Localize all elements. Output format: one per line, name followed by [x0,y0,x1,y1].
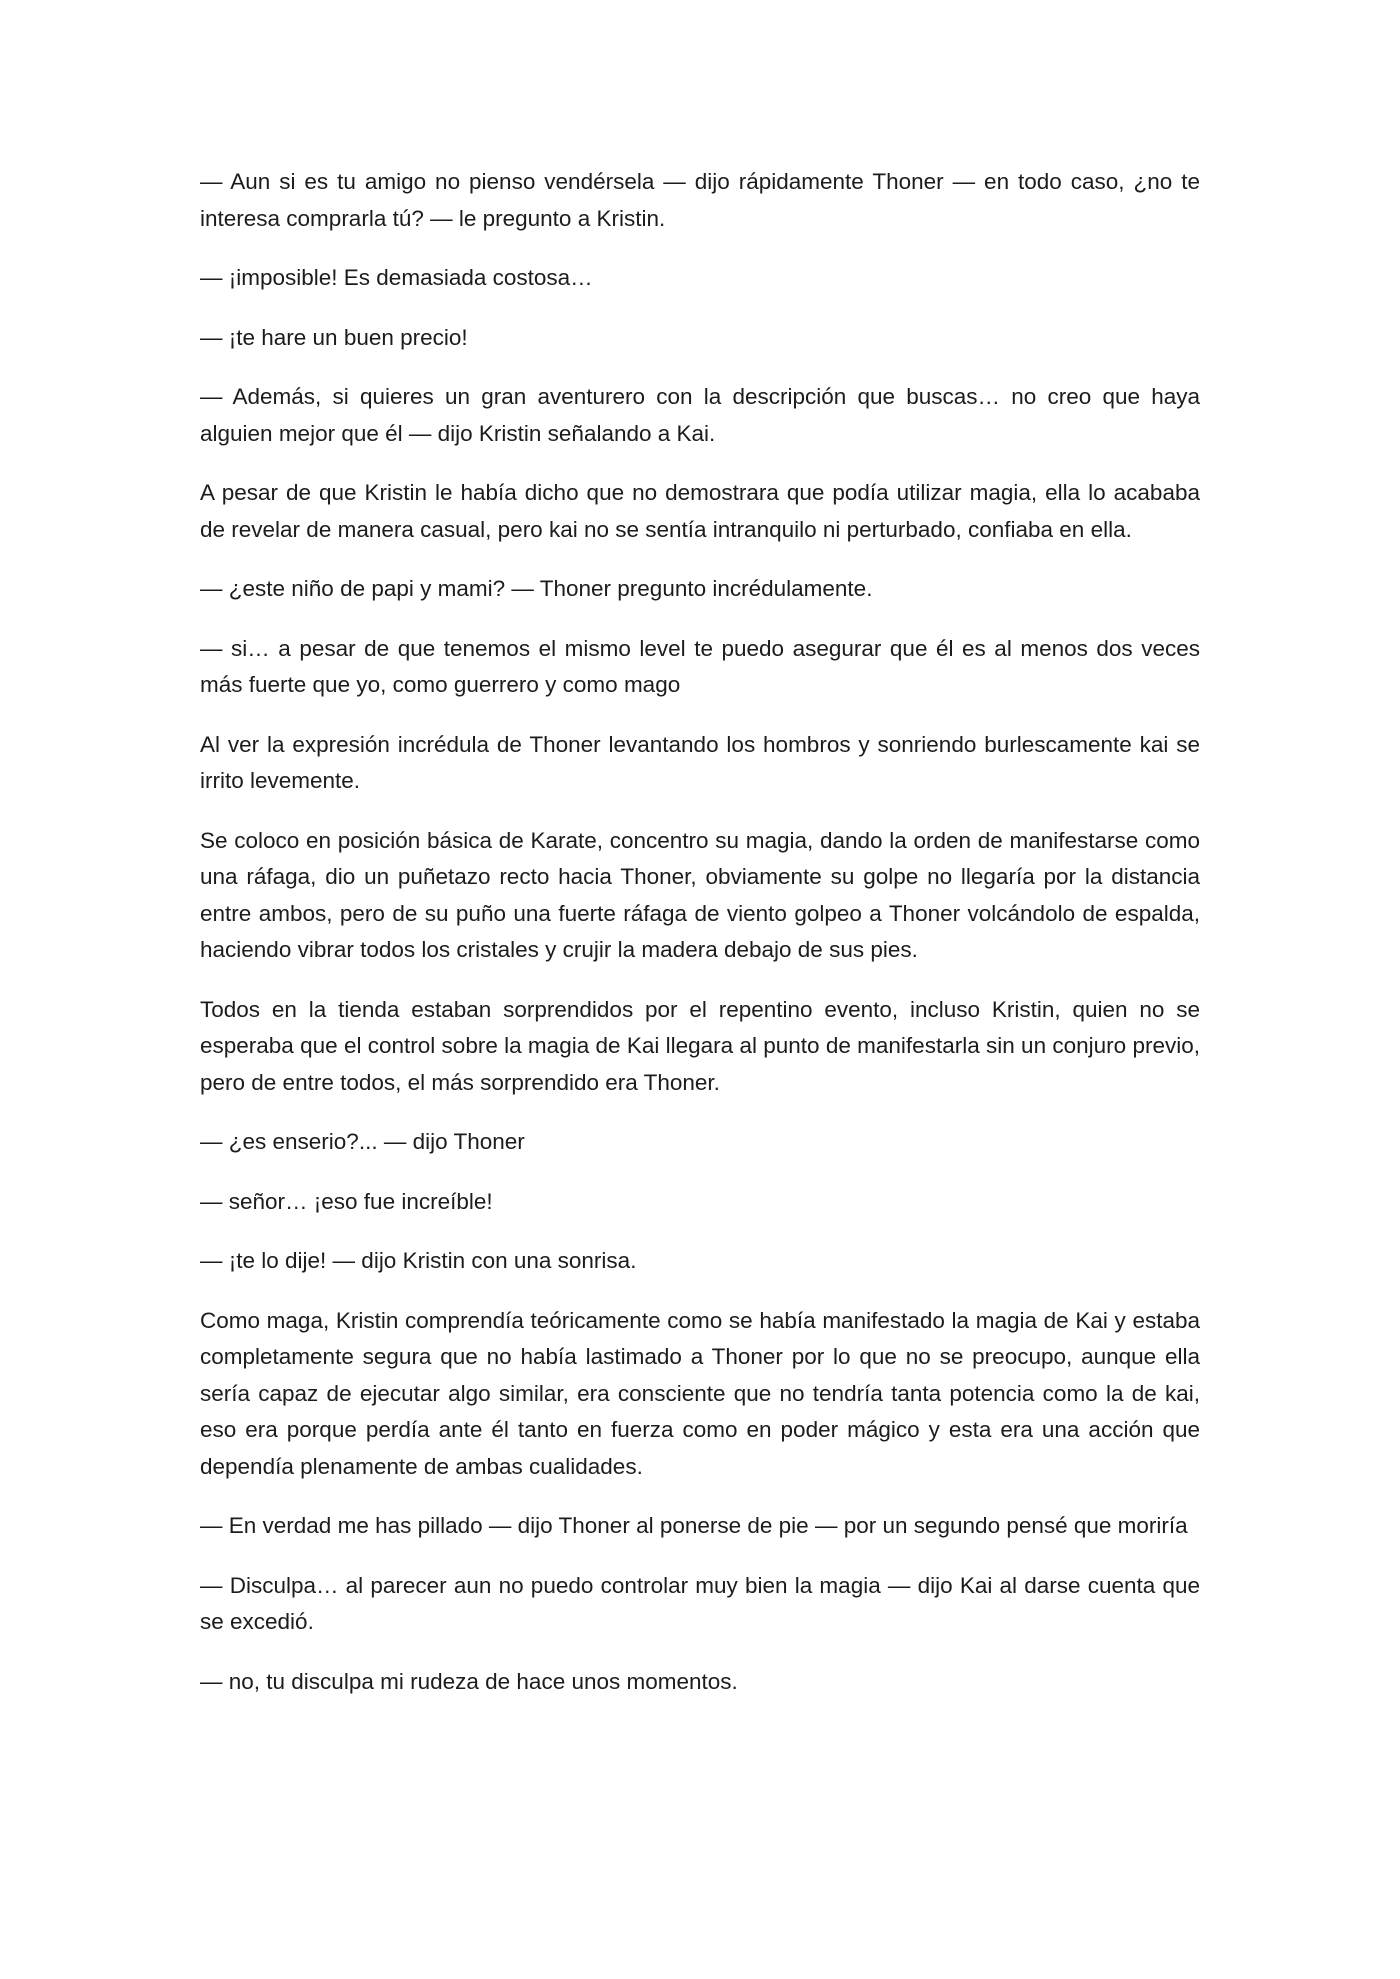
paragraph-7: — si… a pesar de que tenemos el mismo level te puedo asegurar que él es al menos dos veces más fuerte que yo, como guerrero y como mago [200,635,1200,697]
paragraph-11: — ¿es enserio?... — dijo Thoner [200,1129,525,1154]
paragraph-13: — ¡te lo dije! — dijo Kristin con una sonrisa. [200,1248,637,1273]
paragraph-6: — ¿este niño de papi y mami? — Thoner pregunto incrédulamente. [200,576,873,601]
paragraph-5: A pesar de que Kristin le había dicho que no demostrara que podía utilizar magia, ella lo acababa de revelar de manera casual, pero kai no se sentía intranquilo ni perturbado, confiaba en ella. [200,480,1200,542]
paragraph-16: — Disculpa… al parecer aun no puedo controlar muy bien la magia — dijo Kai al darse cuenta que se excedió. [200,1572,1200,1634]
paragraph-15: — En verdad me has pillado — dijo Thoner al ponerse de pie — por un segundo pensé que moriría [200,1513,1188,1538]
body-text [200,164,1200,1723]
paragraph-10: Todos en la tienda estaban sorprendidos por el repentino evento, incluso Kristin, quien no se esperaba que el control sobre la magia de Kai llegara al punto de manifestarla sin un conjuro previo, pero de entre todos, el más sorprendido era Thoner. [200,996,1200,1095]
paragraph-3: — ¡te hare un buen precio! [200,324,468,350]
paragraph-8: Al ver la expresión incrédula de Thoner levantando los hombros y sonriendo burlescamente kai se irrito levemente. [200,731,1200,793]
paragraph-9: Se coloco en posición básica de Karate, concentro su magia, dando la orden de manifestarse como una ráfaga, dio un puñetazo recto hacia Thoner, obviamente su golpe no llegaría por la distancia entre ambos, pero de su puño una fuerte ráfaga de viento golpeo a Thoner volcándolo de espalda, haciendo vibrar todos los cristales y crujir la madera debajo de sus pies. [200,827,1200,962]
paragraph-4: — Además, si quieres un gran aventurero con la descripción que buscas… no creo que haya alguien mejor que él — dijo Kristin señalando a Kai. [200,384,1200,446]
paragraph-14: Como maga, Kristin comprendía teóricamente como se había manifestado la magia de Kai y estaba completamente segura que no había lastimado a Thoner por lo que no se preocupo, aunque ella sería capaz de ejecutar algo similar, era consciente que no tendría tanta potencia como la de kai, eso era porque perdía ante él tanto en fuerza como en poder mágico y esta era una acción que dependía plenamente de ambas cualidades. [200,1307,1200,1479]
paragraph-1: — Aun si es tu amigo no pienso vendérsela — dijo rápidamente Thoner — en todo caso, ¿no te interesa comprarla tú? — le pregunto a Kristin. [200,169,1200,231]
paragraph-2: — ¡imposible! Es demasiada costosa… [200,265,593,290]
paragraph-12: — señor… ¡eso fue increíble! [200,1188,493,1214]
paragraph-17: — no, tu disculpa mi rudeza de hace unos momentos. [200,1668,738,1694]
